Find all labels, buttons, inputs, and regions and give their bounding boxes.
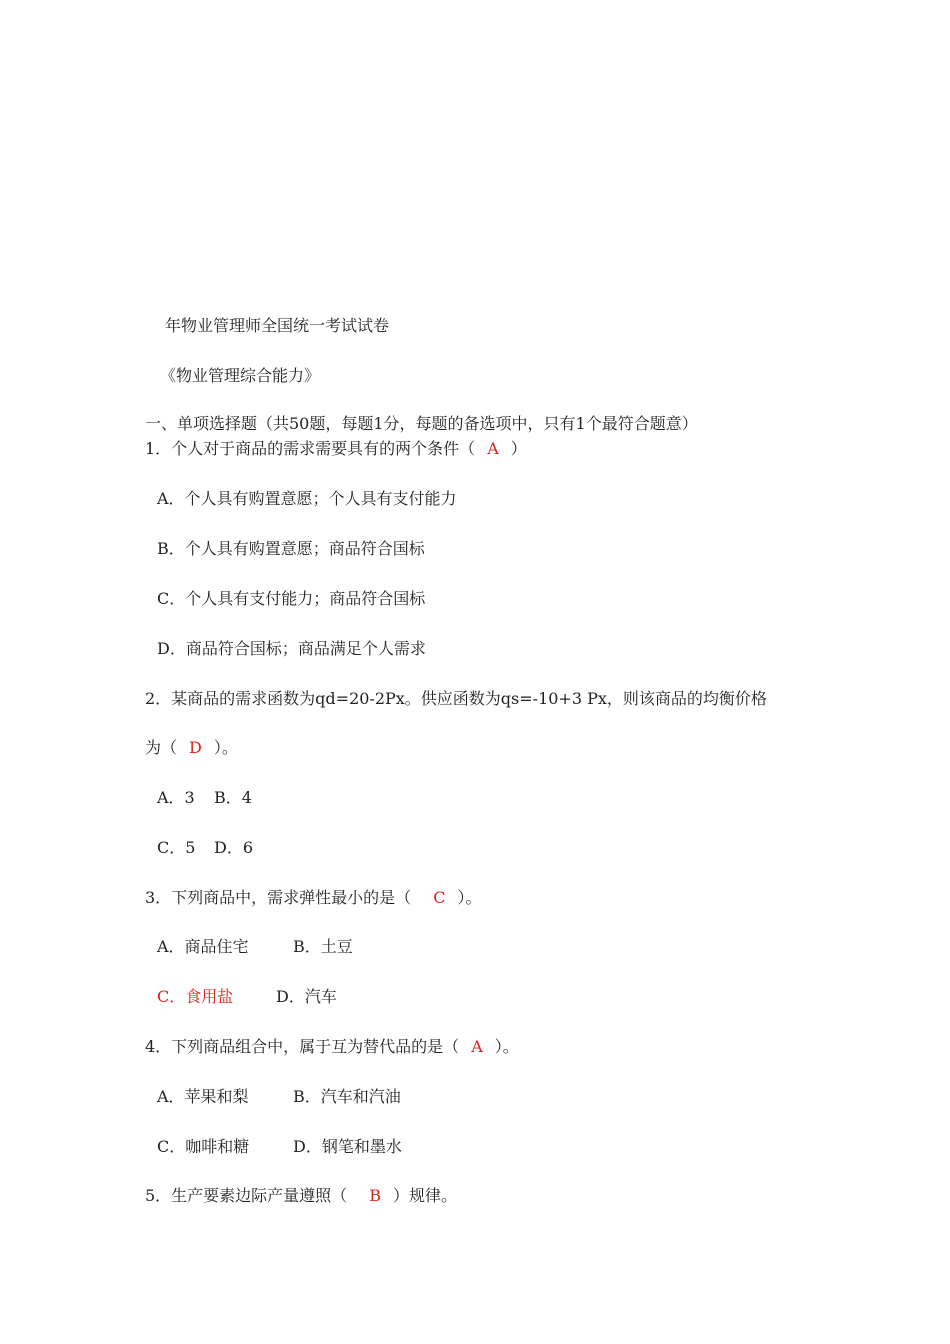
question-4-option-d: D．钢笔和墨水 [293,1137,402,1156]
question-2-option-b: B．4 [214,788,252,807]
question-2-option-d: D．6 [214,838,254,857]
question-2-stem-text: 为（ [145,738,178,757]
question-1-option-b: B．个人具有购置意愿；商品符合国标 [157,539,425,558]
question-1-stem-close: ） [510,439,527,458]
question-4-answer: A [471,1037,483,1056]
question-1-stem [145,439,527,459]
question-3-option-d: D．汽车 [276,987,337,1006]
question-4-stem-text: 4．下列商品组合中，属于互为替代品的是（ [145,1037,460,1056]
question-5-answer: B [369,1186,381,1205]
question-4-stem-close: ）。 [494,1037,519,1056]
exam-subtitle: 《物业管理综合能力》 [160,366,321,385]
question-1-option-d: D．商品符合国标；商品满足个人需求 [157,639,426,658]
exam-title: 年物业管理师全国统一考试试卷 [165,316,390,335]
question-5-stem-text: 5．生产要素边际产量遵照（ [145,1186,348,1205]
question-5-stem-close: ）规律。 [392,1186,457,1205]
question-1-stem-text: 1．个人对于商品的需求需要具有的两个条件（ [145,439,476,458]
question-3-option-a: A．商品住宅 [157,937,249,956]
question-2-stem-line-1: 2．某商品的需求函数为qd=20-2Px。供应函数为qs=-10+3 Px，则该商品的均衡价格 [145,689,767,708]
question-1-option-a: A．个人具有购置意愿；个人具有支付能力 [157,489,457,508]
section-heading: 一、单项选择题（共50题，每题1分，每题的备选项中，只有1个最符合题意） [145,414,698,433]
question-2-stem-line-2 [145,738,238,758]
question-4-option-a: A．苹果和梨 [157,1087,249,1106]
question-4-option-c: C．咖啡和糖 [157,1137,250,1156]
question-3-option-b: B．土豆 [293,937,353,956]
question-2-option-c: C．5 [157,838,196,857]
question-2-answer: D [189,738,202,757]
question-2-stem-close: ）。 [213,738,238,757]
question-4-stem [145,1037,519,1057]
question-2-option-a: A．3 [157,788,195,807]
question-5-stem [145,1186,457,1206]
question-1-option-c: C．个人具有支付能力；商品符合国标 [157,589,426,608]
question-3-stem [145,888,481,908]
question-3-stem-text: 3．下列商品中，需求弹性最小的是（ [145,888,412,907]
question-1-answer: A [487,439,499,458]
question-3-stem-close: ）。 [457,888,482,907]
question-3-option-c: C．食用盐 [157,987,234,1006]
question-4-option-b: B．汽车和汽油 [293,1087,401,1106]
question-3-answer: C [433,888,446,907]
